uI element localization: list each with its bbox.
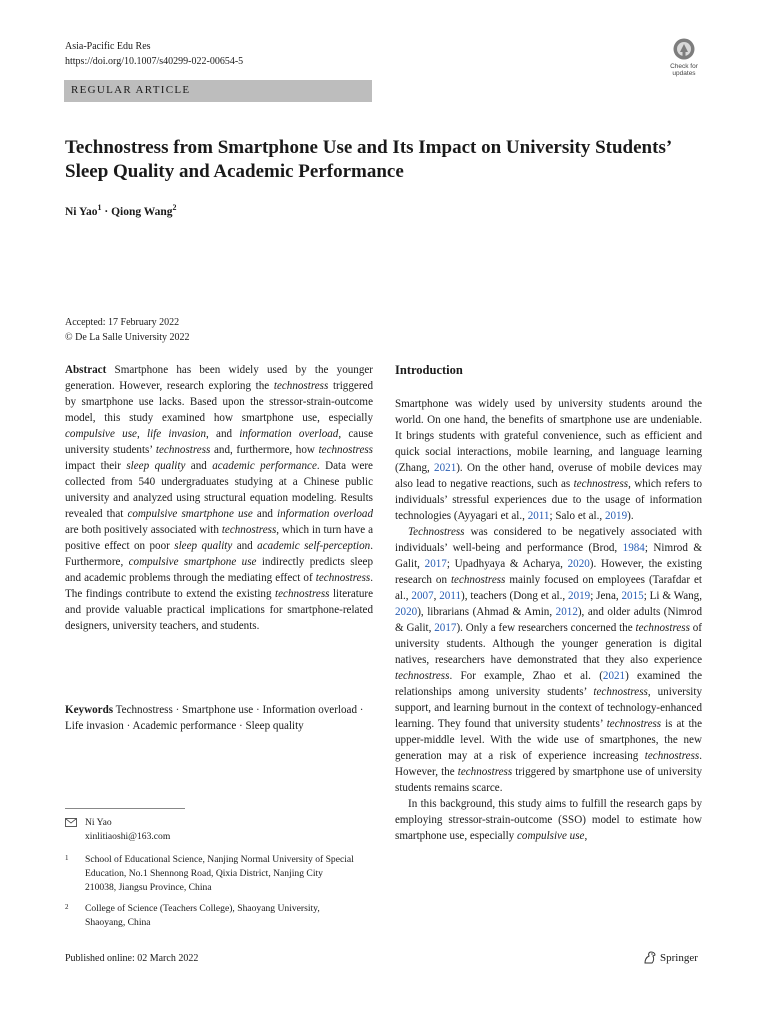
author-affiliation-mark: 2	[172, 203, 177, 212]
body-text: ,	[433, 590, 440, 602]
emphasis-text: technostress	[273, 380, 329, 392]
emphasis-text: technostress	[155, 444, 211, 456]
body-text: was considered to be negatively associated with individuals’ well-being and performance (Brod,	[395, 526, 702, 554]
body-text: ; Upadhyaya & Acharya,	[446, 558, 568, 570]
check-for-updates-line1: Check for	[670, 63, 698, 70]
emphasis-text: compulsive smartphone use	[128, 556, 257, 568]
springer-horse-icon	[643, 951, 657, 964]
body-text: ), and older adults (Nimrod & Galit,	[395, 606, 702, 634]
affiliation-item	[65, 853, 355, 895]
body-text: , cause university students’	[65, 428, 374, 456]
body-text: . Data were collected from 540 undergraduates studying at a Chinese public university and analyzed using structural equation modeling. Results revealed that	[65, 460, 373, 520]
article-title: Technostress from Smartphone Use and Its Impact on University Students’ Sleep Quality and Academic Performance	[65, 137, 671, 182]
emphasis-text: compulsive smartphone use	[127, 508, 253, 520]
citation-link[interactable]: 2007	[411, 590, 434, 602]
body-text: triggered by smartphone use of university students remains scarce.	[395, 766, 703, 794]
body-text: , university support, and learning burnout in the context of technology-enhanced learning. They found that university students’	[395, 686, 702, 730]
citation-link[interactable]: 2019	[604, 510, 628, 522]
body-text: ).	[627, 510, 634, 522]
body-text: ; Li & Wang,	[643, 590, 703, 602]
citation-link[interactable]: 2019	[568, 590, 591, 602]
emphasis-text: technostress	[395, 670, 450, 682]
copyright-line: © De La Salle University 2022	[65, 332, 190, 343]
envelope-icon	[65, 818, 77, 827]
emphasis-text: sleep quality	[126, 460, 186, 472]
abstract-label: Abstract	[65, 364, 107, 376]
citation-link[interactable]: 2011	[439, 590, 462, 602]
check-for-updates-line2: updates	[672, 70, 696, 77]
citation-link[interactable]: 2017	[424, 558, 447, 570]
emphasis-text: technostress	[457, 766, 513, 778]
citation-link[interactable]: 2017	[434, 622, 457, 634]
citation-link[interactable]: 2021	[434, 462, 457, 474]
emphasis-text: technostress	[644, 750, 700, 762]
footnote-divider	[65, 808, 185, 809]
emphasis-text: technostress	[573, 478, 629, 490]
publisher-logo[interactable]	[643, 951, 698, 964]
author-list	[65, 203, 177, 218]
emphasis-text: technostress	[315, 572, 371, 584]
emphasis-text: compulsive use	[517, 830, 585, 842]
body-text: and	[185, 460, 213, 472]
body-text: Smartphone was widely used by university students around the world. On one hand, the benefits of smartphone use are undeniable. It brings students with grateful convenience, such as efficient and quick social interactions, mobile learning, and language learning (Zhang,	[395, 398, 702, 474]
body-text: , which in turn have a positive effect on poor	[65, 524, 373, 552]
citation-link[interactable]: 2015	[621, 590, 644, 602]
emphasis-text: academic performance	[212, 460, 317, 472]
article-type-badge	[64, 80, 372, 102]
body-text: ), librarians (Ahmad & Amin,	[417, 606, 556, 618]
body-text: triggered by smartphone use lacks. Based upon the stressor-strain-outcome model, this study examined how smartphone use, especially	[65, 380, 373, 424]
publisher-name: Springer	[660, 951, 698, 964]
introduction-heading: Introduction	[395, 363, 463, 377]
body-text: ). On the other hand, overuse of mobile devices may also lead to negative reactions, such as	[395, 462, 702, 490]
body-text: indirectly predicts sleep and academic problems through the mediating effect of	[65, 556, 374, 584]
body-text: ; Salo et al.,	[549, 510, 605, 522]
emphasis-text: technostress	[635, 622, 690, 634]
keywords	[65, 702, 373, 734]
introduction-body	[395, 396, 702, 844]
body-text: ,	[136, 428, 147, 440]
body-text: ). However, the existing research on	[395, 558, 702, 586]
check-for-updates-button[interactable]	[665, 38, 703, 77]
body-text: literature and provide valuable practical implications for smartphone-related designers, university teachers, and students.	[65, 588, 373, 632]
body-text: . The findings contribute to extend the existing	[65, 572, 373, 600]
doi-link[interactable]: https://doi.org/10.1007/s40299-022-00654-5	[65, 56, 244, 67]
body-text: impact their	[65, 460, 127, 472]
body-text: ; Nimrod & Galit,	[395, 542, 702, 570]
body-text: and	[252, 508, 278, 520]
introduction-paragraph	[395, 396, 702, 524]
abstract	[65, 362, 373, 634]
introduction-paragraph	[395, 796, 702, 844]
citation-link[interactable]: 2021	[602, 670, 626, 682]
citation-link[interactable]: 2012	[555, 606, 578, 618]
affiliation-number: 1	[65, 854, 69, 862]
body-text: and, furthermore, how	[210, 444, 319, 456]
emphasis-text: technostress	[221, 524, 277, 536]
emphasis-text: technostress	[450, 574, 506, 586]
body-text: In this background, this study aims to fulfill the research gaps by employing stressor-strain-outcome (SSO) model to estimate how smartphone use, especially	[395, 798, 702, 842]
published-date: Published online: 02 March 2022	[65, 953, 199, 964]
abstract-text	[65, 362, 373, 634]
body-text: ), teachers (Dong et al.,	[461, 590, 569, 602]
body-text: . However, the	[395, 750, 702, 778]
affiliation-number: 2	[65, 903, 69, 911]
author-name[interactable]: Qiong Wang	[111, 205, 173, 218]
affiliation-list	[65, 853, 355, 930]
emphasis-text: technostress	[275, 588, 330, 600]
author-affiliation-mark: 1	[97, 203, 102, 212]
body-text: ) examined the relationships among university students’	[395, 670, 702, 698]
emphasis-text: technostress	[593, 686, 648, 698]
correspondence	[65, 816, 365, 844]
citation-link[interactable]: 2020	[395, 606, 418, 618]
body-text: , and	[206, 428, 240, 440]
author-name[interactable]: Ni Yao	[65, 205, 98, 218]
body-text: are both positively associated with	[65, 524, 222, 536]
emphasis-text: technostress	[318, 444, 373, 456]
emphasis-text: technostress	[606, 718, 662, 730]
journal-name: Asia-Pacific Edu Res	[65, 41, 151, 52]
body-text: mainly focused on employees (Tarafdar et al.,	[395, 574, 702, 602]
abstract-body	[65, 364, 373, 632]
affiliation-text: School of Educational Science, Nanjing Normal University of Special Education, No.1 Shennong Road, Qixia District, Nanjing City 210038, Jiangsu Province, China	[85, 854, 354, 893]
body-text: ). Only a few researchers concerned the	[456, 622, 636, 634]
check-for-updates-icon	[671, 38, 697, 62]
article-dates	[65, 315, 190, 345]
body-text: is at the upper-middle level. With the wide use of smartphones, the new generation may at a risk of experience increasing	[395, 718, 703, 762]
corresponding-author-name: Ni Yao	[85, 817, 112, 828]
emphasis-text: Technostress	[408, 526, 465, 538]
body-text: . For example, Zhao et al. (	[449, 670, 603, 682]
body-text: , which refers to individuals’ stressful experiences due to the usage of information technologies (Ayyagari et al.,	[395, 478, 702, 522]
emphasis-text: academic self-perception	[257, 540, 371, 552]
keywords-label: Keywords	[65, 704, 114, 716]
body-text: of university students. Although the younger generation is digital natives, researchers have demonstrated that they also experience	[395, 622, 702, 666]
citation-link[interactable]: 1984	[622, 542, 645, 554]
keywords-list: Technostress · Smartphone use · Information overload · Life invasion · Academic performance · Sleep quality	[65, 704, 364, 732]
body-text: . Furthermore,	[65, 540, 373, 568]
article-type-label: REGULAR ARTICLE	[71, 84, 191, 96]
accepted-date: Accepted: 17 February 2022	[65, 317, 180, 328]
emphasis-text: information overload	[277, 508, 373, 520]
citation-link[interactable]: 2020	[567, 558, 590, 570]
body-text: ; Jena,	[590, 590, 622, 602]
emphasis-text: sleep quality	[174, 540, 233, 552]
affiliation-item	[65, 902, 355, 930]
body-text: Smartphone has been widely used by the younger generation. However, research exploring the	[65, 364, 373, 392]
citation-link[interactable]: 2011	[527, 510, 550, 522]
introduction-paragraph	[395, 524, 702, 796]
affiliation-text: College of Science (Teachers College), Shaoyang University, Shaoyang, China	[85, 903, 320, 928]
emphasis-text: information overload	[239, 428, 339, 440]
body-text: ,	[584, 830, 588, 842]
corresponding-author-email[interactable]: xinlitiaoshi@163.com	[85, 831, 171, 842]
body-text: and	[232, 540, 258, 552]
author-separator: ·	[101, 205, 112, 218]
emphasis-text: life invasion	[146, 428, 206, 440]
emphasis-text: compulsive use	[65, 428, 137, 440]
